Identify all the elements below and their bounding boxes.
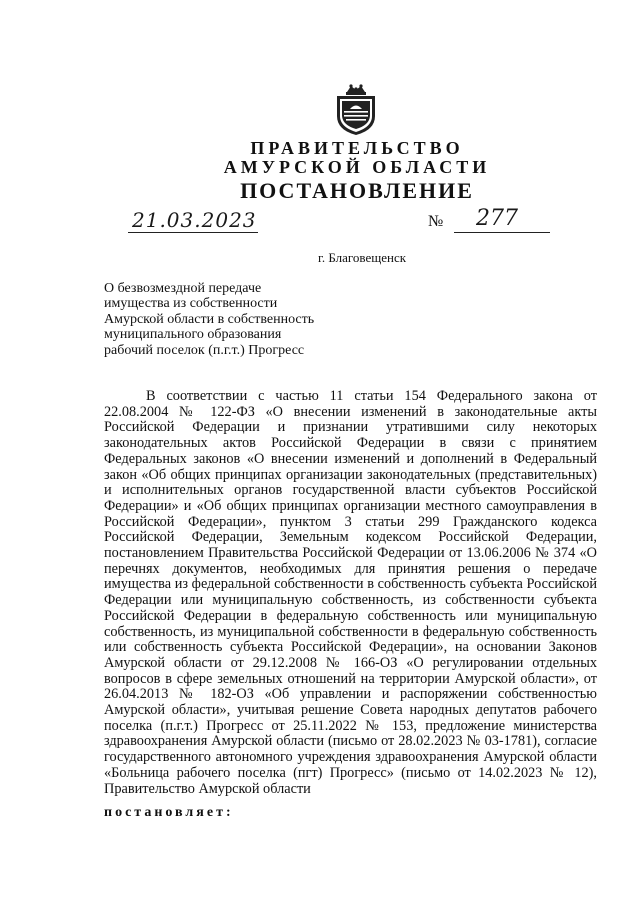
document-subject <box>104 281 364 358</box>
subject-line: рабочий поселок (п.г.т.) Прогресс <box>104 342 305 358</box>
coat-of-arms-icon <box>333 82 379 136</box>
city: г. Благовещенск <box>318 250 407 265</box>
number-underline <box>454 232 550 233</box>
document-body <box>104 389 597 797</box>
body-paragraph: В соответствии с частью 11 статьи 154 Федерального закона от 22.08.2004 № 122-ФЗ «О внесении изменений в законодательные акты Российской Федерации и признании утратившими силу некоторых законодательных актов Российской Федерации в связи с принятием Федеральных законов «О внесении изменений и дополнений в Федеральный закон «Об общих принципах организации законодательных (представительных) и исполнительных органов государственной власти субъектов Российской Федерации» и «Об общих принципах организации местного самоуправления в Российской Федерации», пунктом 3 статьи 299 Гражданского кодекса Российской Федерации, Земельным кодексом Российской Федерации, постановлением Правительства Российской Федерации от 13.06.2006 № 374 «О перечнях документов, необходимых для принятия решения о передаче имущества из федеральной собственности в собственность субъекта Российской Федерации или муниципальную собственность, из собственности субъекта Российской Федерации в федеральную собственность или муниципальную собственность, из муниципальной собственности в федеральную собственность или собственность субъекта Российской Федерации», на основании Законов Амурской области от 29.12.2008 № 166-ОЗ «О регулировании отдельных вопросов в сфере земельных отношений на территории Амурской области», от 26.04.2013 № 182-ОЗ «Об управлении и распоряжении собственностью Амурской области», учитывая решение Совета народных депутатов рабочего поселка (п.г.т.) Прогресс от 25.11.2022 № 153, предложение министерства здравоохранения Амурской области (письмо от 28.02.2023 № 03-1781), согласие государственного автономного учреждения здравоохранения Амурской области «Больница рабочего поселка (пгт) Прогресс» (письмо от 14.02.2023 № 12), Правительство Амурской области <box>104 388 597 797</box>
subject-line: имущества из собственности <box>104 296 278 312</box>
organization-name-line2: АМУРСКОЙ ОБЛАСТИ <box>223 157 491 177</box>
organization-name-line1: ПРАВИТЕЛЬСТВО <box>250 138 464 158</box>
number-sign: № <box>428 213 444 230</box>
resolve-word: постановляет: <box>104 805 234 820</box>
document-type: ПОСТАНОВЛЕНИЕ <box>240 178 474 203</box>
subject-line: О безвозмездной передаче <box>104 281 262 296</box>
document-date: 21.03.2023 <box>132 208 257 232</box>
date-underline <box>128 232 258 233</box>
document-number: 277 <box>476 206 518 231</box>
subject-line: Амурской области в собственность <box>104 311 315 327</box>
subject-line: муниципального образования <box>104 327 282 343</box>
